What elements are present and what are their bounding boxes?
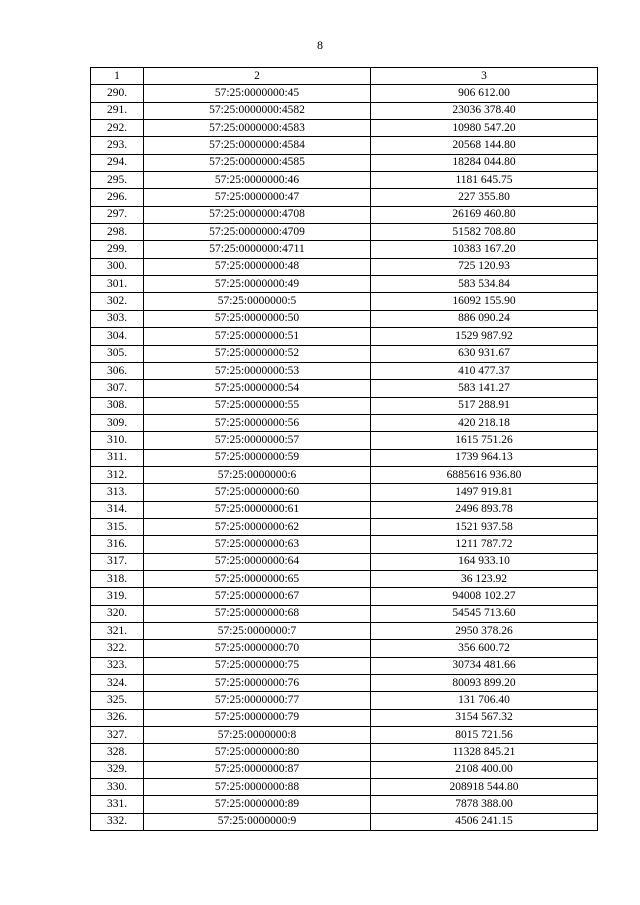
table-row [91,536,598,553]
value-cell: 1497 919.81 [371,484,598,501]
cadastral-number-cell: 57:25:0000000:48 [144,258,371,275]
table-row [91,518,598,535]
row-number-cell: 298. [91,224,144,241]
row-number-cell: 332. [91,813,144,830]
row-number-cell: 323. [91,657,144,674]
cadastral-number-cell: 57:25:0000000:7 [144,623,371,640]
row-number-cell: 302. [91,293,144,310]
value-cell: 886 090.24 [371,310,598,327]
value-cell: 1615 751.26 [371,432,598,449]
table-row [91,172,598,189]
row-number-cell: 314. [91,501,144,518]
table-row [91,813,598,830]
value-cell: 10980 547.20 [371,120,598,137]
row-number-cell: 294. [91,154,144,171]
value-cell: 80093 899.20 [371,675,598,692]
cadastral-number-cell: 57:25:0000000:47 [144,189,371,206]
table-row [91,414,598,431]
value-cell: 36 123.92 [371,570,598,587]
value-cell: 1529 987.92 [371,328,598,345]
value-cell: 1211 787.72 [371,536,598,553]
value-cell: 11328 845.21 [371,744,598,761]
value-cell: 630 931.67 [371,345,598,362]
value-cell: 94008 102.27 [371,588,598,605]
value-cell: 517 288.91 [371,397,598,414]
table-row [91,449,598,466]
table-row [91,85,598,102]
table-row [91,397,598,414]
row-number-cell: 319. [91,588,144,605]
value-cell: 4506 241.15 [371,813,598,830]
value-cell: 18284 044.80 [371,154,598,171]
table-row [91,692,598,709]
cadastral-number-cell: 57:25:0000000:4709 [144,224,371,241]
cadastral-number-cell: 57:25:0000000:49 [144,276,371,293]
cadastral-number-cell: 57:25:0000000:87 [144,761,371,778]
row-number-cell: 290. [91,85,144,102]
value-cell: 2950 378.26 [371,623,598,640]
cadastral-number-cell: 57:25:0000000:88 [144,779,371,796]
table-row [91,623,598,640]
cadastral-number-cell: 57:25:0000000:63 [144,536,371,553]
cadastral-number-cell: 57:25:0000000:46 [144,172,371,189]
value-cell: 26169 460.80 [371,206,598,223]
table-row [91,761,598,778]
cadastral-number-cell: 57:25:0000000:50 [144,310,371,327]
cadastral-number-cell: 57:25:0000000:6 [144,466,371,483]
value-cell: 23036 378.40 [371,102,598,119]
row-number-cell: 295. [91,172,144,189]
cadastral-number-cell: 57:25:0000000:45 [144,85,371,102]
row-number-cell: 329. [91,761,144,778]
column-header-3: 3 [371,68,598,85]
row-number-cell: 321. [91,623,144,640]
table-row [91,432,598,449]
value-cell: 20568 144.80 [371,137,598,154]
value-cell: 1521 937.58 [371,518,598,535]
table-row [91,779,598,796]
table-row [91,727,598,744]
cadastral-number-cell: 57:25:0000000:8 [144,727,371,744]
cadastral-number-cell: 57:25:0000000:4585 [144,154,371,171]
row-number-cell: 310. [91,432,144,449]
page-number: 8 [317,38,323,52]
data-table [90,67,598,831]
column-header-2: 2 [144,68,371,85]
cadastral-number-cell: 57:25:0000000:79 [144,709,371,726]
value-cell: 10383 167.20 [371,241,598,258]
row-number-cell: 316. [91,536,144,553]
row-number-cell: 300. [91,258,144,275]
table-row [91,553,598,570]
row-number-cell: 309. [91,414,144,431]
table-row [91,293,598,310]
value-cell: 6885616 936.80 [371,466,598,483]
table-row [91,796,598,813]
row-number-cell: 293. [91,137,144,154]
cadastral-number-cell: 57:25:0000000:76 [144,675,371,692]
table-row [91,640,598,657]
row-number-cell: 299. [91,241,144,258]
cadastral-number-cell: 57:25:0000000:57 [144,432,371,449]
row-number-cell: 307. [91,380,144,397]
value-cell: 51582 708.80 [371,224,598,241]
table-row [91,588,598,605]
table-row [91,466,598,483]
value-cell: 208918 544.80 [371,779,598,796]
cadastral-number-cell: 57:25:0000000:52 [144,345,371,362]
table-row [91,137,598,154]
table-row [91,328,598,345]
table-row [91,380,598,397]
cadastral-number-cell: 57:25:0000000:80 [144,744,371,761]
table-row [91,362,598,379]
table-row [91,484,598,501]
row-number-cell: 301. [91,276,144,293]
cadastral-number-cell: 57:25:0000000:4708 [144,206,371,223]
table-row [91,189,598,206]
value-cell: 583 141.27 [371,380,598,397]
table-row [91,206,598,223]
cadastral-number-cell: 57:25:0000000:54 [144,380,371,397]
table-row [91,276,598,293]
value-cell: 583 534.84 [371,276,598,293]
cadastral-number-cell: 57:25:0000000:64 [144,553,371,570]
table-row [91,154,598,171]
value-cell: 1181 645.75 [371,172,598,189]
cadastral-number-cell: 57:25:0000000:51 [144,328,371,345]
cadastral-number-cell: 57:25:0000000:4584 [144,137,371,154]
row-number-cell: 304. [91,328,144,345]
table-row [91,102,598,119]
table-row [91,258,598,275]
table-row [91,501,598,518]
cadastral-number-cell: 57:25:0000000:55 [144,397,371,414]
table-header-row [91,68,598,85]
cadastral-number-cell: 57:25:0000000:70 [144,640,371,657]
table-row [91,224,598,241]
value-cell: 30734 481.66 [371,657,598,674]
cadastral-number-cell: 57:25:0000000:4582 [144,102,371,119]
cadastral-number-cell: 57:25:0000000:56 [144,414,371,431]
row-number-cell: 327. [91,727,144,744]
row-number-cell: 303. [91,310,144,327]
row-number-cell: 328. [91,744,144,761]
row-number-cell: 318. [91,570,144,587]
value-cell: 54545 713.60 [371,605,598,622]
row-number-cell: 308. [91,397,144,414]
table-row [91,310,598,327]
cadastral-number-cell: 57:25:0000000:67 [144,588,371,605]
cadastral-number-cell: 57:25:0000000:5 [144,293,371,310]
row-number-cell: 296. [91,189,144,206]
cadastral-number-cell: 57:25:0000000:75 [144,657,371,674]
table-row [91,605,598,622]
row-number-cell: 305. [91,345,144,362]
table-row [91,120,598,137]
value-cell: 1739 964.13 [371,449,598,466]
value-cell: 2108 400.00 [371,761,598,778]
cadastral-number-cell: 57:25:0000000:53 [144,362,371,379]
cadastral-number-cell: 57:25:0000000:65 [144,570,371,587]
value-cell: 164 933.10 [371,553,598,570]
table-row [91,657,598,674]
value-cell: 3154 567.32 [371,709,598,726]
row-number-cell: 315. [91,518,144,535]
row-number-cell: 317. [91,553,144,570]
value-cell: 725 120.93 [371,258,598,275]
row-number-cell: 326. [91,709,144,726]
row-number-cell: 313. [91,484,144,501]
cadastral-number-cell: 57:25:0000000:89 [144,796,371,813]
table-row [91,744,598,761]
row-number-cell: 306. [91,362,144,379]
row-number-cell: 311. [91,449,144,466]
table-row [91,709,598,726]
row-number-cell: 324. [91,675,144,692]
value-cell: 8015 721.56 [371,727,598,744]
cadastral-number-cell: 57:25:0000000:4583 [144,120,371,137]
row-number-cell: 292. [91,120,144,137]
cadastral-number-cell: 57:25:0000000:59 [144,449,371,466]
value-cell: 410 477.37 [371,362,598,379]
table-row [91,570,598,587]
cadastral-number-cell: 57:25:0000000:62 [144,518,371,535]
cadastral-number-cell: 57:25:0000000:9 [144,813,371,830]
value-cell: 16092 155.90 [371,293,598,310]
row-number-cell: 312. [91,466,144,483]
value-cell: 356 600.72 [371,640,598,657]
value-cell: 420 218.18 [371,414,598,431]
table-row [91,241,598,258]
value-cell: 2496 893.78 [371,501,598,518]
row-number-cell: 325. [91,692,144,709]
row-number-cell: 297. [91,206,144,223]
cadastral-number-cell: 57:25:0000000:4711 [144,241,371,258]
cadastral-number-cell: 57:25:0000000:77 [144,692,371,709]
cadastral-number-cell: 57:25:0000000:61 [144,501,371,518]
value-cell: 906 612.00 [371,85,598,102]
value-cell: 7878 388.00 [371,796,598,813]
cadastral-number-cell: 57:25:0000000:60 [144,484,371,501]
column-header-1: 1 [91,68,144,85]
table-row [91,345,598,362]
cadastral-number-cell: 57:25:0000000:68 [144,605,371,622]
row-number-cell: 330. [91,779,144,796]
row-number-cell: 331. [91,796,144,813]
row-number-cell: 291. [91,102,144,119]
value-cell: 227 355.80 [371,189,598,206]
table-row [91,675,598,692]
value-cell: 131 706.40 [371,692,598,709]
row-number-cell: 322. [91,640,144,657]
row-number-cell: 320. [91,605,144,622]
